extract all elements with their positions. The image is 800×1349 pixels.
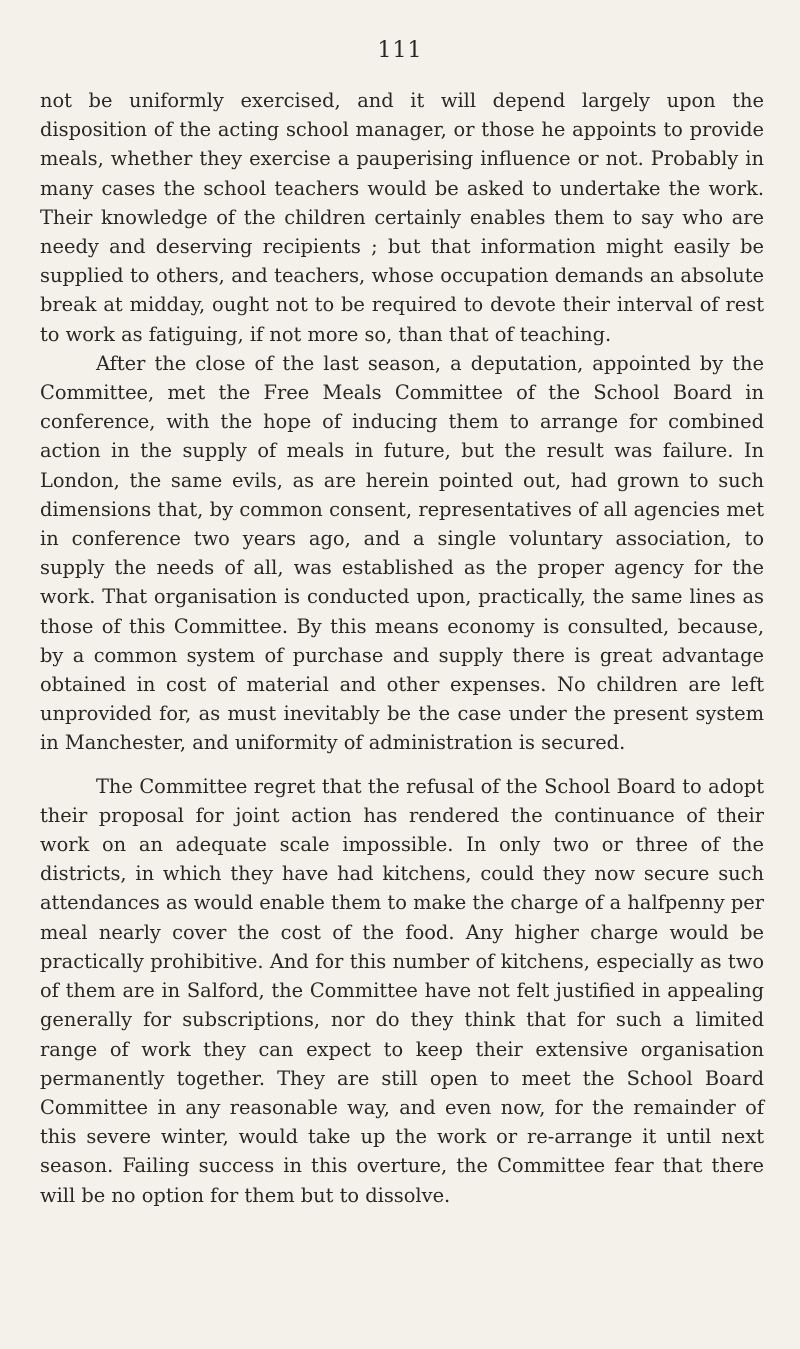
paragraph-committee-regret: The Committee regret that the refusal of the School Board to adopt their proposal for joint action has rendered the continuance of their work on an adequate scale impossible. In only two or three of the districts, in which they have had kitchens, could they now secure such attendances as would enable them to make the charge of a halfpenny per meal nearly cover the cost of the food. Any higher charge would be practically prohibitive. And for this number of kitchens, especially as two of them are in Salford, the Committee have not felt justified in appealing generally for subscriptions, nor do they think that for such a limited range of work they can expect to keep their extensive organisation permanently together. They are still open to meet the School Board Committee in any reasonable way, and even now, for the remainder of this severe winter, would take up the work or re-arrange it until next season. Failing success in this overture, the Committee fear that there will be no option for them but to dissolve.: [40, 774, 764, 1207]
paragraph-deputation: After the close of the last season, a deputation, appointed by the Committee, met the Free Meals Committee of the School Board in conference, with the hope of inducing them to arrange for combined action in the supply of meals in future, but the result was failure. In London, the same evils, as are herein pointed out, had grown to such dimensions that, by common consent, representatives of all agencies met in conference two years ago, and a single voluntary association, to supply the needs of all, was established as the proper agency for the work. That organisation is conducted upon, practically, the same lines as those of this Committee. By this means economy is consulted, because, by a common system of purchase and supply there is great advantage obtained in cost of material and other expenses. No children are left unprovided for, as must inevitably be the case under the present system in Manchester, and uniformity of administration is secured.: [40, 351, 764, 755]
page-number: 111: [377, 38, 423, 63]
body-text: [40, 86, 764, 1210]
paragraph-continued: not be uniformly exercised, and it will depend largely upon the disposition of the acting school manager, or those he appoints to provide meals, whether they exercise a pauperising influence or not. Probably in many cases the school teachers would be asked to undertake the work. Their knowledge of the children certainly enables them to say who are needy and deserving recipients ; but that information might easily be supplied to others, and teachers, whose occupation demands an absolute break at midday, ought not to be required to devote their interval of rest to work as fatiguing, if not more so, than that of teaching.: [40, 89, 764, 346]
